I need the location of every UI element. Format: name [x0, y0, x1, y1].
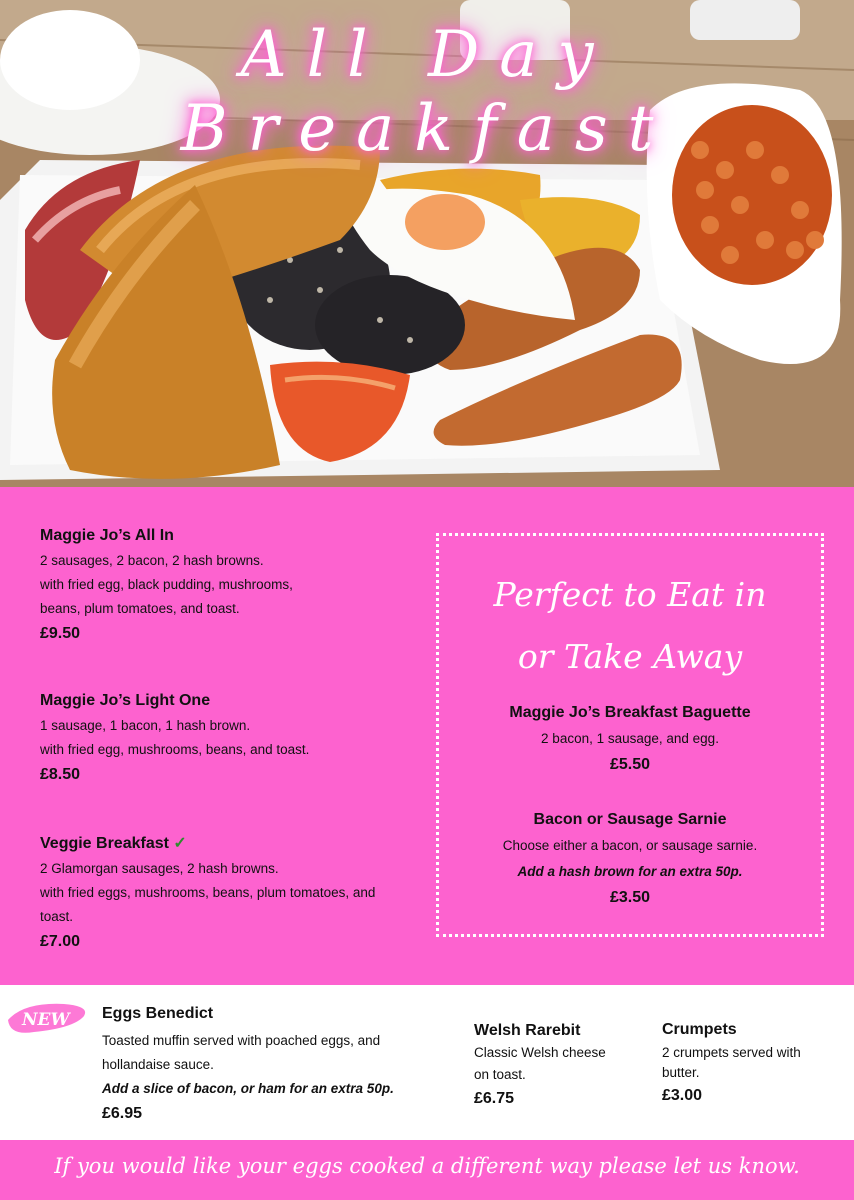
- item-desc-line: toast.: [40, 909, 74, 924]
- new-badge-text: NEW: [22, 1010, 70, 1030]
- item-desc-line: Toasted muffin served with poached eggs, and: [102, 1033, 381, 1048]
- menu-item-light-one: [40, 692, 420, 784]
- item-price: £6.95: [102, 1105, 143, 1122]
- promo-heading-line: or Take Away: [517, 637, 743, 676]
- item-name: Crumpets: [662, 1021, 737, 1038]
- item-desc-line: beans, plum tomatoes, and toast.: [40, 601, 240, 616]
- promo-heading: [439, 564, 821, 688]
- item-desc-line: 1 sausage, 1 bacon, 1 hash brown.: [40, 718, 251, 733]
- item-price: £7.00: [40, 933, 81, 950]
- item-desc-line: with fried egg, black pudding, mushrooms,: [40, 577, 293, 592]
- item-desc-line: 2 sausages, 2 bacon, 2 hash browns.: [40, 553, 264, 568]
- menu-item-crumpets: [662, 1021, 842, 1105]
- item-desc-line: butter.: [662, 1065, 700, 1080]
- item-price: £9.50: [40, 625, 81, 642]
- item-extra-note: Add a hash brown for an extra 50p.: [517, 864, 743, 879]
- menu-item-sarnie: [439, 811, 821, 907]
- item-price: £5.50: [609, 756, 651, 773]
- menu-item-veggie: [40, 833, 430, 951]
- item-desc-line: 2 bacon, 1 sausage, and egg.: [541, 731, 719, 746]
- eat-in-take-away-box: [436, 533, 824, 937]
- item-desc-line: with fried eggs, mushrooms, beans, plum tomatoes, and: [40, 885, 376, 900]
- item-name: Maggie Jo’s All In: [40, 527, 174, 544]
- menu-item-baguette: [439, 704, 821, 774]
- item-price: £8.50: [40, 766, 81, 783]
- item-desc-line: Classic Welsh cheese: [474, 1045, 606, 1060]
- item-desc-line: Choose either a bacon, or sausage sarnie.: [502, 838, 758, 853]
- item-desc-line: on toast.: [474, 1067, 526, 1082]
- item-price: £3.50: [609, 889, 651, 906]
- menu-item-eggs-benedict: [102, 1005, 442, 1123]
- item-price: £3.00: [662, 1087, 703, 1104]
- menu-item-welsh-rarebit: [474, 1022, 644, 1108]
- item-name: Veggie Breakfast: [40, 835, 169, 852]
- item-name: Bacon or Sausage Sarnie: [533, 811, 727, 828]
- item-desc-line: 2 crumpets served with: [662, 1045, 801, 1060]
- item-desc-line: hollandaise sauce.: [102, 1057, 214, 1072]
- item-desc-line: 2 Glamorgan sausages, 2 hash browns.: [40, 861, 279, 876]
- item-name: Maggie Jo’s Breakfast Baguette: [509, 704, 751, 721]
- vegetarian-leaf-icon: ✓: [173, 835, 187, 852]
- item-desc-line: with fried egg, mushrooms, beans, and toast.: [40, 742, 310, 757]
- new-badge: [4, 998, 90, 1038]
- item-name: Maggie Jo’s Light One: [40, 692, 211, 709]
- menu-item-all-in: [40, 527, 420, 643]
- item-price: £6.75: [474, 1090, 515, 1107]
- footer-banner: [0, 1140, 854, 1200]
- page-title: All Day Breakfast: [180, 18, 674, 166]
- footer-note: If you would like your eggs cooked a different way please let us know.: [54, 1154, 800, 1178]
- promo-heading-line: Perfect to Eat in: [493, 575, 767, 614]
- item-name: Eggs Benedict: [102, 1005, 214, 1022]
- item-name: Welsh Rarebit: [474, 1022, 581, 1039]
- item-name-row: [40, 833, 430, 853]
- item-extra-note: Add a slice of bacon, or ham for an extra 50p.: [102, 1081, 394, 1096]
- hero-photo: [0, 0, 854, 487]
